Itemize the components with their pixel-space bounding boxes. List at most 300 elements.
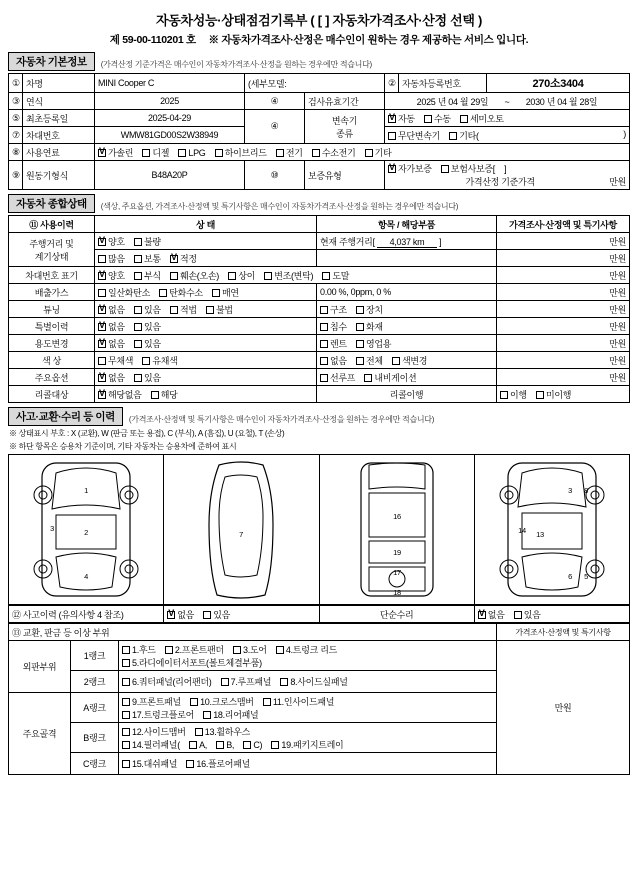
option-smoke[interactable]: 매연 [212, 286, 239, 299]
diagram-num: 2 [84, 528, 89, 537]
option-applicable[interactable]: 해당 [151, 388, 178, 401]
label-first-reg: 최초등록일 [23, 110, 95, 127]
checkbox-icon[interactable] [122, 659, 130, 667]
checkbox-icon[interactable] [392, 357, 400, 365]
part-9-front-panel[interactable]: 9.프론트패널 [122, 695, 181, 708]
history-note-1: ※ 상태표시 부호 : X (교환), W (판금 또는 용접), C (부식), A (흠집), U (요철), T (손상) [9, 429, 285, 438]
label-exchange-area: ⑬ 교환, 판금 등 이상 부위 [9, 624, 497, 641]
state-special [95, 318, 317, 335]
label-sub-model: (세부모델: [245, 74, 385, 93]
checkbox-icon[interactable] [98, 255, 106, 263]
label-base-price: 가격산정 기준가격 [465, 177, 535, 187]
checkbox-icon[interactable] [122, 678, 130, 686]
part-15-dash-panel[interactable]: 15.대쉬패널 [122, 757, 177, 770]
price-usage-change: 만원 [497, 335, 630, 352]
option-electric[interactable]: 전기 [276, 146, 303, 159]
option-none[interactable]: V 없음 [167, 608, 194, 621]
item-color [317, 352, 497, 369]
checkbox-icon[interactable] [388, 132, 396, 140]
diagram-center-view [319, 455, 474, 605]
part-14-c[interactable]: C) [243, 740, 262, 750]
diagram-num: 6 [567, 572, 572, 581]
part-14-a[interactable]: A, [189, 740, 207, 750]
item-options [317, 369, 497, 386]
option-fire[interactable]: 화재 [356, 320, 383, 333]
option-sunroof[interactable]: 선루프 [320, 371, 355, 384]
diagram-side-left-view [164, 455, 319, 605]
option-insurance-warranty[interactable]: 보험사보증[ [441, 162, 495, 175]
doc-note: ※ 자동차가격조사·산정은 매수인이 원하는 경우 제공하는 서비스 입니다. [208, 34, 529, 46]
checkbox-icon[interactable] [233, 646, 241, 654]
state-color [95, 352, 317, 369]
rank-2: 2랭크 [71, 671, 119, 693]
overall-state-table [8, 215, 630, 403]
diagram-num: 17 [392, 568, 401, 577]
group-main-frame: 주요골격 [9, 693, 71, 775]
item-emission-values: 0.00 %, 0ppm, 0 % [317, 284, 497, 301]
checkbox-icon[interactable] [478, 611, 486, 619]
exchange-parts-table [8, 623, 630, 775]
doc-subtitle [8, 32, 630, 47]
label-accident-history: ⑫ 사고이력 (유의사항 4 참조) [9, 606, 164, 623]
price-vin-mark: 만원 [497, 267, 630, 284]
value-engine-type: B48A20P [95, 161, 245, 190]
row-num: ① [9, 74, 23, 93]
option-none[interactable]: V 없음 [98, 371, 125, 384]
row-num: ⑤ [9, 110, 23, 127]
unit-base-price: 만원 [609, 177, 626, 187]
row-label-usage-change: 용도변경 [9, 335, 95, 352]
rank-a: A랭크 [71, 693, 119, 723]
col-price-note: 가격조사·산정액 및 특기사항 [497, 216, 630, 233]
rank-c: C랭크 [71, 753, 119, 775]
checkbox-icon[interactable] [134, 255, 142, 263]
checkbox-icon[interactable] [460, 115, 468, 123]
checkbox-icon[interactable] [190, 698, 198, 706]
checkbox-icon[interactable] [280, 678, 288, 686]
section-history-desc: (가격조사·산정액 및 특기사항은 매수인이 자동차가격조사·산정을 원하는 경우에만 적습니다) [128, 415, 435, 424]
table-row [9, 93, 630, 110]
option-device[interactable]: 장치 [356, 303, 383, 316]
rank-1: 1랭크 [71, 641, 119, 671]
option-exists[interactable]: 있음 [134, 337, 161, 350]
checkbox-icon[interactable] [212, 289, 220, 297]
col-usage-history: ⑪ 사용이력 [9, 216, 95, 233]
option-hydrogen[interactable]: 수소전기 [312, 146, 356, 159]
price-mileage-2: 만원 [497, 250, 630, 267]
row-num: ⑧ [9, 144, 23, 161]
checkbox-icon[interactable] [142, 149, 150, 157]
price-color: 만원 [497, 352, 630, 369]
option-exists[interactable]: 있음 [134, 320, 161, 333]
checkbox-icon[interactable] [356, 357, 364, 365]
items-rank-b [119, 723, 497, 753]
section-history-header [8, 407, 630, 426]
state-usage-change [95, 335, 317, 352]
checkbox-icon[interactable] [356, 323, 364, 331]
history-note-2: ※ 하단 항목은 승용차 기준이며, 기타 자동차는 승용차에 준하여 표시 [9, 442, 237, 451]
table-row [9, 161, 630, 190]
mileage-label: 현재 주행거리[ [320, 236, 375, 247]
accident-history-table [8, 605, 630, 623]
option-exists[interactable]: 있음 [134, 371, 161, 384]
option-navigation[interactable]: 내비게이션 [364, 371, 416, 384]
part-4-trunk-lid[interactable]: 4.트렁크 리드 [276, 643, 337, 656]
option-manual[interactable]: 수동 [424, 112, 451, 125]
part-7-roof-panel[interactable]: 7.루프패널 [221, 675, 271, 688]
label-simple-repair: 단순수리 [319, 606, 474, 623]
diagram-front-view [9, 455, 164, 605]
part-14-b[interactable]: B, [216, 740, 234, 750]
part-2-front-fender[interactable]: 2.프론트팬더 [165, 643, 224, 656]
checkbox-icon[interactable] [98, 272, 106, 280]
option-achromatic[interactable]: 무채색 [98, 354, 133, 367]
checkbox-icon[interactable] [320, 357, 328, 365]
option-auto[interactable]: V자동 [388, 112, 415, 125]
option-lpg[interactable]: LPG [178, 148, 205, 158]
row-label-special: 특별이력 [9, 318, 95, 335]
value-car-name: MINI Cooper C [95, 74, 245, 93]
part-16-floor-panel[interactable]: 16.플로어패널 [186, 757, 250, 770]
warranty-tail: ] [504, 164, 507, 174]
table-row [9, 110, 630, 127]
table-header-row [9, 216, 630, 233]
transmission-options-1 [385, 110, 630, 127]
checkbox-icon[interactable] [134, 340, 142, 348]
value-vin: WMW81GD00S2W38949 [95, 127, 245, 144]
value-year: 2025 [95, 93, 245, 110]
label-year: 연식 [23, 93, 95, 110]
state-tuning [95, 301, 317, 318]
state-mileage-1 [95, 233, 317, 250]
option-bad[interactable]: 불량 [134, 235, 161, 248]
option-altered[interactable]: 변조(변탁) [264, 269, 313, 282]
section-overall-desc: (색상, 주요옵션, 가격조사·산정액 및 특기사항은 매수인이 자동차가격조사·산정을 원하는 경우에만 적습니다) [100, 202, 459, 211]
row-label-recall: 리콜대상 [9, 386, 95, 403]
checkbox-icon[interactable] [320, 323, 328, 331]
diagram-num: 3 [50, 524, 55, 533]
part-10-cross-member[interactable]: 10.크로스맴버 [190, 695, 254, 708]
option-corrosion[interactable]: 부식 [134, 269, 161, 282]
option-structure[interactable]: 구조 [320, 303, 347, 316]
checkbox-icon[interactable] [322, 272, 330, 280]
group-outer-panel: 외판부위 [9, 641, 71, 693]
checkbox-icon[interactable] [276, 149, 284, 157]
doc-number: 59-00-110201 [122, 34, 184, 46]
option-erased[interactable]: 도말 [322, 269, 349, 282]
checkbox-icon[interactable] [365, 149, 373, 157]
option-all[interactable]: 전체 [356, 354, 383, 367]
diagram-side-right-view [474, 455, 629, 605]
part-14-pillar-panel[interactable]: 14.필러패널( [122, 738, 180, 751]
part-13-wheel-house[interactable]: 13.휠하우스 [195, 725, 250, 738]
checkbox-icon[interactable] [134, 272, 142, 280]
label-vin: 차대번호 [23, 127, 95, 144]
option-hybrid[interactable]: 하이브리드 [215, 146, 267, 159]
price-exchange: 만원 [497, 641, 630, 775]
label-car-name: 차명 [23, 74, 95, 93]
inspection-to: 2030 년 04 월 28일 [525, 96, 598, 107]
checkbox-icon[interactable] [122, 741, 130, 749]
table-row [9, 386, 630, 403]
checkbox-icon[interactable] [122, 711, 130, 719]
item-tuning [317, 301, 497, 318]
checkbox-icon[interactable] [243, 741, 251, 749]
option-illegal[interactable]: 불법 [206, 303, 233, 316]
checkbox-icon[interactable] [424, 115, 432, 123]
checkbox-icon[interactable] [364, 374, 372, 382]
checkbox-icon[interactable] [186, 760, 194, 768]
table-row [9, 606, 630, 623]
checkbox-icon[interactable] [122, 728, 130, 736]
checkbox-icon[interactable] [276, 646, 284, 654]
option-performed[interactable]: 이행 [500, 388, 527, 401]
checkbox-icon[interactable] [536, 391, 544, 399]
table-row [9, 74, 630, 93]
checkbox-icon[interactable] [151, 391, 159, 399]
part-3-door[interactable]: 3.도어 [233, 643, 267, 656]
doc-number-suffix: 호 [186, 34, 196, 46]
table-row [9, 267, 630, 284]
option-commercial[interactable]: 영업용 [356, 337, 391, 350]
price-options: 만원 [497, 369, 630, 386]
inspection-tilde: ~ [504, 96, 510, 107]
doc-number-prefix: 제 [109, 34, 120, 46]
diagram-row [9, 455, 630, 605]
option-gasoline[interactable]: V 가솔린 [98, 146, 133, 159]
value-first-reg: 2025-04-29 [95, 110, 245, 127]
items-rank-c [119, 753, 497, 775]
table-row [9, 301, 630, 318]
table-row [9, 318, 630, 335]
price-recall [497, 386, 630, 403]
option-hc[interactable]: 탄화수소 [159, 286, 203, 299]
option-legal[interactable]: 적법 [170, 303, 197, 316]
fuel-options [95, 144, 630, 161]
item-empty [317, 250, 497, 267]
checkbox-icon[interactable] [98, 374, 106, 382]
checkbox-icon[interactable] [388, 115, 396, 123]
checkbox-icon[interactable] [159, 289, 167, 297]
state-vin-mark [95, 267, 497, 284]
option-fuel-etc[interactable]: 기타 [365, 146, 392, 159]
items-rank-a [119, 693, 497, 723]
diagram-num: 16 [392, 512, 401, 521]
part-19-package-tray[interactable]: 19.패키지트레이 [271, 738, 343, 751]
option-none[interactable]: V 없음 [478, 608, 505, 621]
checkbox-icon[interactable] [195, 728, 203, 736]
state-mileage-2 [95, 250, 317, 267]
checkbox-icon[interactable] [142, 357, 150, 365]
checkbox-icon[interactable] [98, 289, 106, 297]
checkbox-icon[interactable] [122, 646, 130, 654]
item-current-mileage [317, 233, 497, 250]
checkbox-icon[interactable] [500, 391, 508, 399]
table-row [9, 250, 630, 267]
option-self-warranty[interactable]: V자가보증 [388, 162, 432, 175]
option-exists[interactable]: 있음 [514, 608, 541, 621]
state-emission [95, 284, 317, 301]
checkbox-icon[interactable] [98, 149, 106, 157]
table-row [9, 369, 630, 386]
checkbox-icon[interactable] [189, 741, 197, 749]
mileage-value: 4,037 km [377, 237, 437, 248]
checkbox-icon[interactable] [134, 374, 142, 382]
option-etc-tail: ) [623, 128, 626, 139]
option-none[interactable]: 없음 [320, 354, 347, 367]
checkbox-icon[interactable] [441, 165, 449, 173]
label-fuel: 사용연료 [23, 144, 95, 161]
basic-info-table [8, 73, 630, 190]
row-num: ⑩ [245, 161, 305, 190]
option-rent[interactable]: 렌트 [320, 337, 347, 350]
checkbox-icon[interactable] [312, 149, 320, 157]
checkbox-icon[interactable] [134, 323, 142, 331]
row-label-emission: 배출가스 [9, 284, 95, 301]
option-normal[interactable]: 보통 [134, 252, 161, 265]
checkbox-icon[interactable] [170, 272, 178, 280]
label-plate: 자동차등록번호 [399, 74, 487, 93]
checkbox-icon[interactable] [514, 611, 522, 619]
checkbox-icon[interactable] [170, 306, 178, 314]
option-none[interactable]: V 없음 [98, 337, 125, 350]
diagram-num: 14 [518, 526, 526, 535]
option-not-performed[interactable]: 미이행 [536, 388, 571, 401]
section-basic-header [8, 52, 630, 71]
option-color-change[interactable]: 색변경 [392, 354, 427, 367]
table-row [9, 144, 630, 161]
rank-b: B랭크 [71, 723, 119, 753]
checkbox-icon[interactable] [134, 306, 142, 314]
part-5-radiator-support[interactable]: 5.라디에이터서포트(볼트체결부품) [122, 656, 262, 669]
option-exists[interactable]: 있음 [203, 608, 230, 621]
diagram-num: 8 [583, 486, 588, 495]
diagram-num: 13 [536, 530, 544, 539]
value-inspection-period [385, 93, 630, 110]
checkbox-icon[interactable] [221, 678, 229, 686]
part-17-trunk-floor[interactable]: 17.트렁크플로어 [122, 708, 194, 721]
option-flood[interactable]: 침수 [320, 320, 347, 333]
option-exists[interactable]: 있음 [134, 303, 161, 316]
checkbox-icon[interactable] [356, 306, 364, 314]
section-basic-desc: (가격산정 기준가격은 매수인이 자동차가격조사·산정을 원하는 경우에만 적습니다) [100, 60, 372, 69]
checkbox-icon[interactable] [122, 760, 130, 768]
checkbox-icon[interactable] [320, 374, 328, 382]
checkbox-icon[interactable] [134, 238, 142, 246]
row-num: ④ [245, 93, 305, 110]
checkbox-icon[interactable] [320, 340, 328, 348]
checkbox-icon[interactable] [203, 611, 211, 619]
diagram-num: 1 [84, 486, 89, 495]
row-label-tuning: 튜닝 [9, 301, 95, 318]
accident-left-options [164, 606, 319, 623]
label-engine-type: 원동기형식 [23, 161, 95, 190]
checkbox-icon[interactable] [165, 646, 173, 654]
option-good[interactable]: V양호 [98, 235, 125, 248]
option-different[interactable]: 상이 [228, 269, 255, 282]
checkbox-icon[interactable] [320, 306, 328, 314]
checkbox-icon[interactable] [388, 165, 396, 173]
row-num: ② [385, 74, 399, 93]
label-exchange-price: 가격조사·산정액 및 특기사항 [497, 624, 630, 641]
section-overall-header [8, 194, 630, 213]
inspection-from: 2025 년 04 월 29일 [416, 96, 489, 107]
checkbox-icon[interactable] [263, 698, 271, 706]
item-special [317, 318, 497, 335]
row-label-mileage: 주행거리 및 계기상태 [9, 233, 95, 267]
checkbox-icon[interactable] [98, 323, 106, 331]
checkbox-icon[interactable] [271, 741, 279, 749]
state-options [95, 369, 317, 386]
row-num: ④ [245, 110, 305, 144]
row-label-vin-mark: 차대번호 표기 [9, 267, 95, 284]
checkbox-icon[interactable] [216, 741, 224, 749]
option-proper[interactable]: V 적정 [170, 252, 197, 265]
checkbox-icon[interactable] [228, 272, 236, 280]
option-semiauto[interactable]: 세미오토 [460, 112, 504, 125]
item-usage-change [317, 335, 497, 352]
option-co[interactable]: 일산화탄소 [98, 286, 150, 299]
checkbox-icon[interactable] [206, 306, 214, 314]
checkbox-icon[interactable] [122, 698, 130, 706]
part-18-rear-panel[interactable]: 18.리어패널 [203, 708, 258, 721]
checkbox-icon[interactable] [203, 711, 211, 719]
checkbox-icon[interactable] [98, 238, 106, 246]
checkbox-icon[interactable] [98, 357, 106, 365]
row-num: ⑦ [9, 127, 23, 144]
page-title: 자동차성능·상태점검기록부 ( [ ] 자동차가격조사·산정 선택 ) [156, 13, 482, 28]
table-row [9, 641, 630, 671]
checkbox-icon[interactable] [167, 611, 175, 619]
option-diesel[interactable]: 디젤 [142, 146, 169, 159]
table-row [9, 624, 630, 641]
price-emission: 만원 [497, 284, 630, 301]
checkbox-icon[interactable] [356, 340, 364, 348]
row-label-options: 주요옵션 [9, 369, 95, 386]
part-1-hood[interactable]: 1.후드 [122, 643, 156, 656]
option-none[interactable]: V 없음 [98, 303, 125, 316]
option-cvt[interactable]: 무단변속기 [388, 129, 440, 142]
checkbox-icon[interactable] [98, 306, 106, 314]
part-11-inside-panel[interactable]: 11.인사이드패널 [263, 695, 334, 708]
option-chromatic[interactable]: 유채색 [142, 354, 177, 367]
row-num: ③ [9, 93, 23, 110]
price-special: 만원 [497, 318, 630, 335]
checkbox-icon[interactable] [98, 391, 106, 399]
part-12-side-member[interactable]: 12.사이드맴버 [122, 725, 186, 738]
option-good[interactable]: V 양호 [98, 269, 125, 282]
option-damaged[interactable]: 훼손(오손) [170, 269, 219, 282]
checkbox-icon[interactable] [178, 149, 186, 157]
option-none[interactable]: V 없음 [98, 320, 125, 333]
checkbox-icon[interactable] [264, 272, 272, 280]
checkbox-icon[interactable] [215, 149, 223, 157]
checkbox-icon[interactable] [98, 340, 106, 348]
item-recall: 리콜이행 [317, 386, 497, 403]
checkbox-icon[interactable] [170, 255, 178, 263]
label-transmission: 변속기 종류 [305, 110, 385, 144]
checkbox-icon[interactable] [449, 132, 457, 140]
option-not-applicable[interactable]: V 해당없음 [98, 388, 142, 401]
diagram-num: 19 [392, 548, 401, 557]
row-num: ⑨ [9, 161, 23, 190]
diagram-num: 5 [583, 572, 588, 581]
part-6-quarter-panel[interactable]: 6.쿼터패널(리어팬더) [122, 675, 211, 688]
part-8-side-sill-panel[interactable]: 8.사이드실패널 [280, 675, 347, 688]
option-many[interactable]: 많음 [98, 252, 125, 265]
option-etc[interactable]: 기타( [449, 129, 479, 142]
col-state: 상 태 [95, 216, 317, 233]
